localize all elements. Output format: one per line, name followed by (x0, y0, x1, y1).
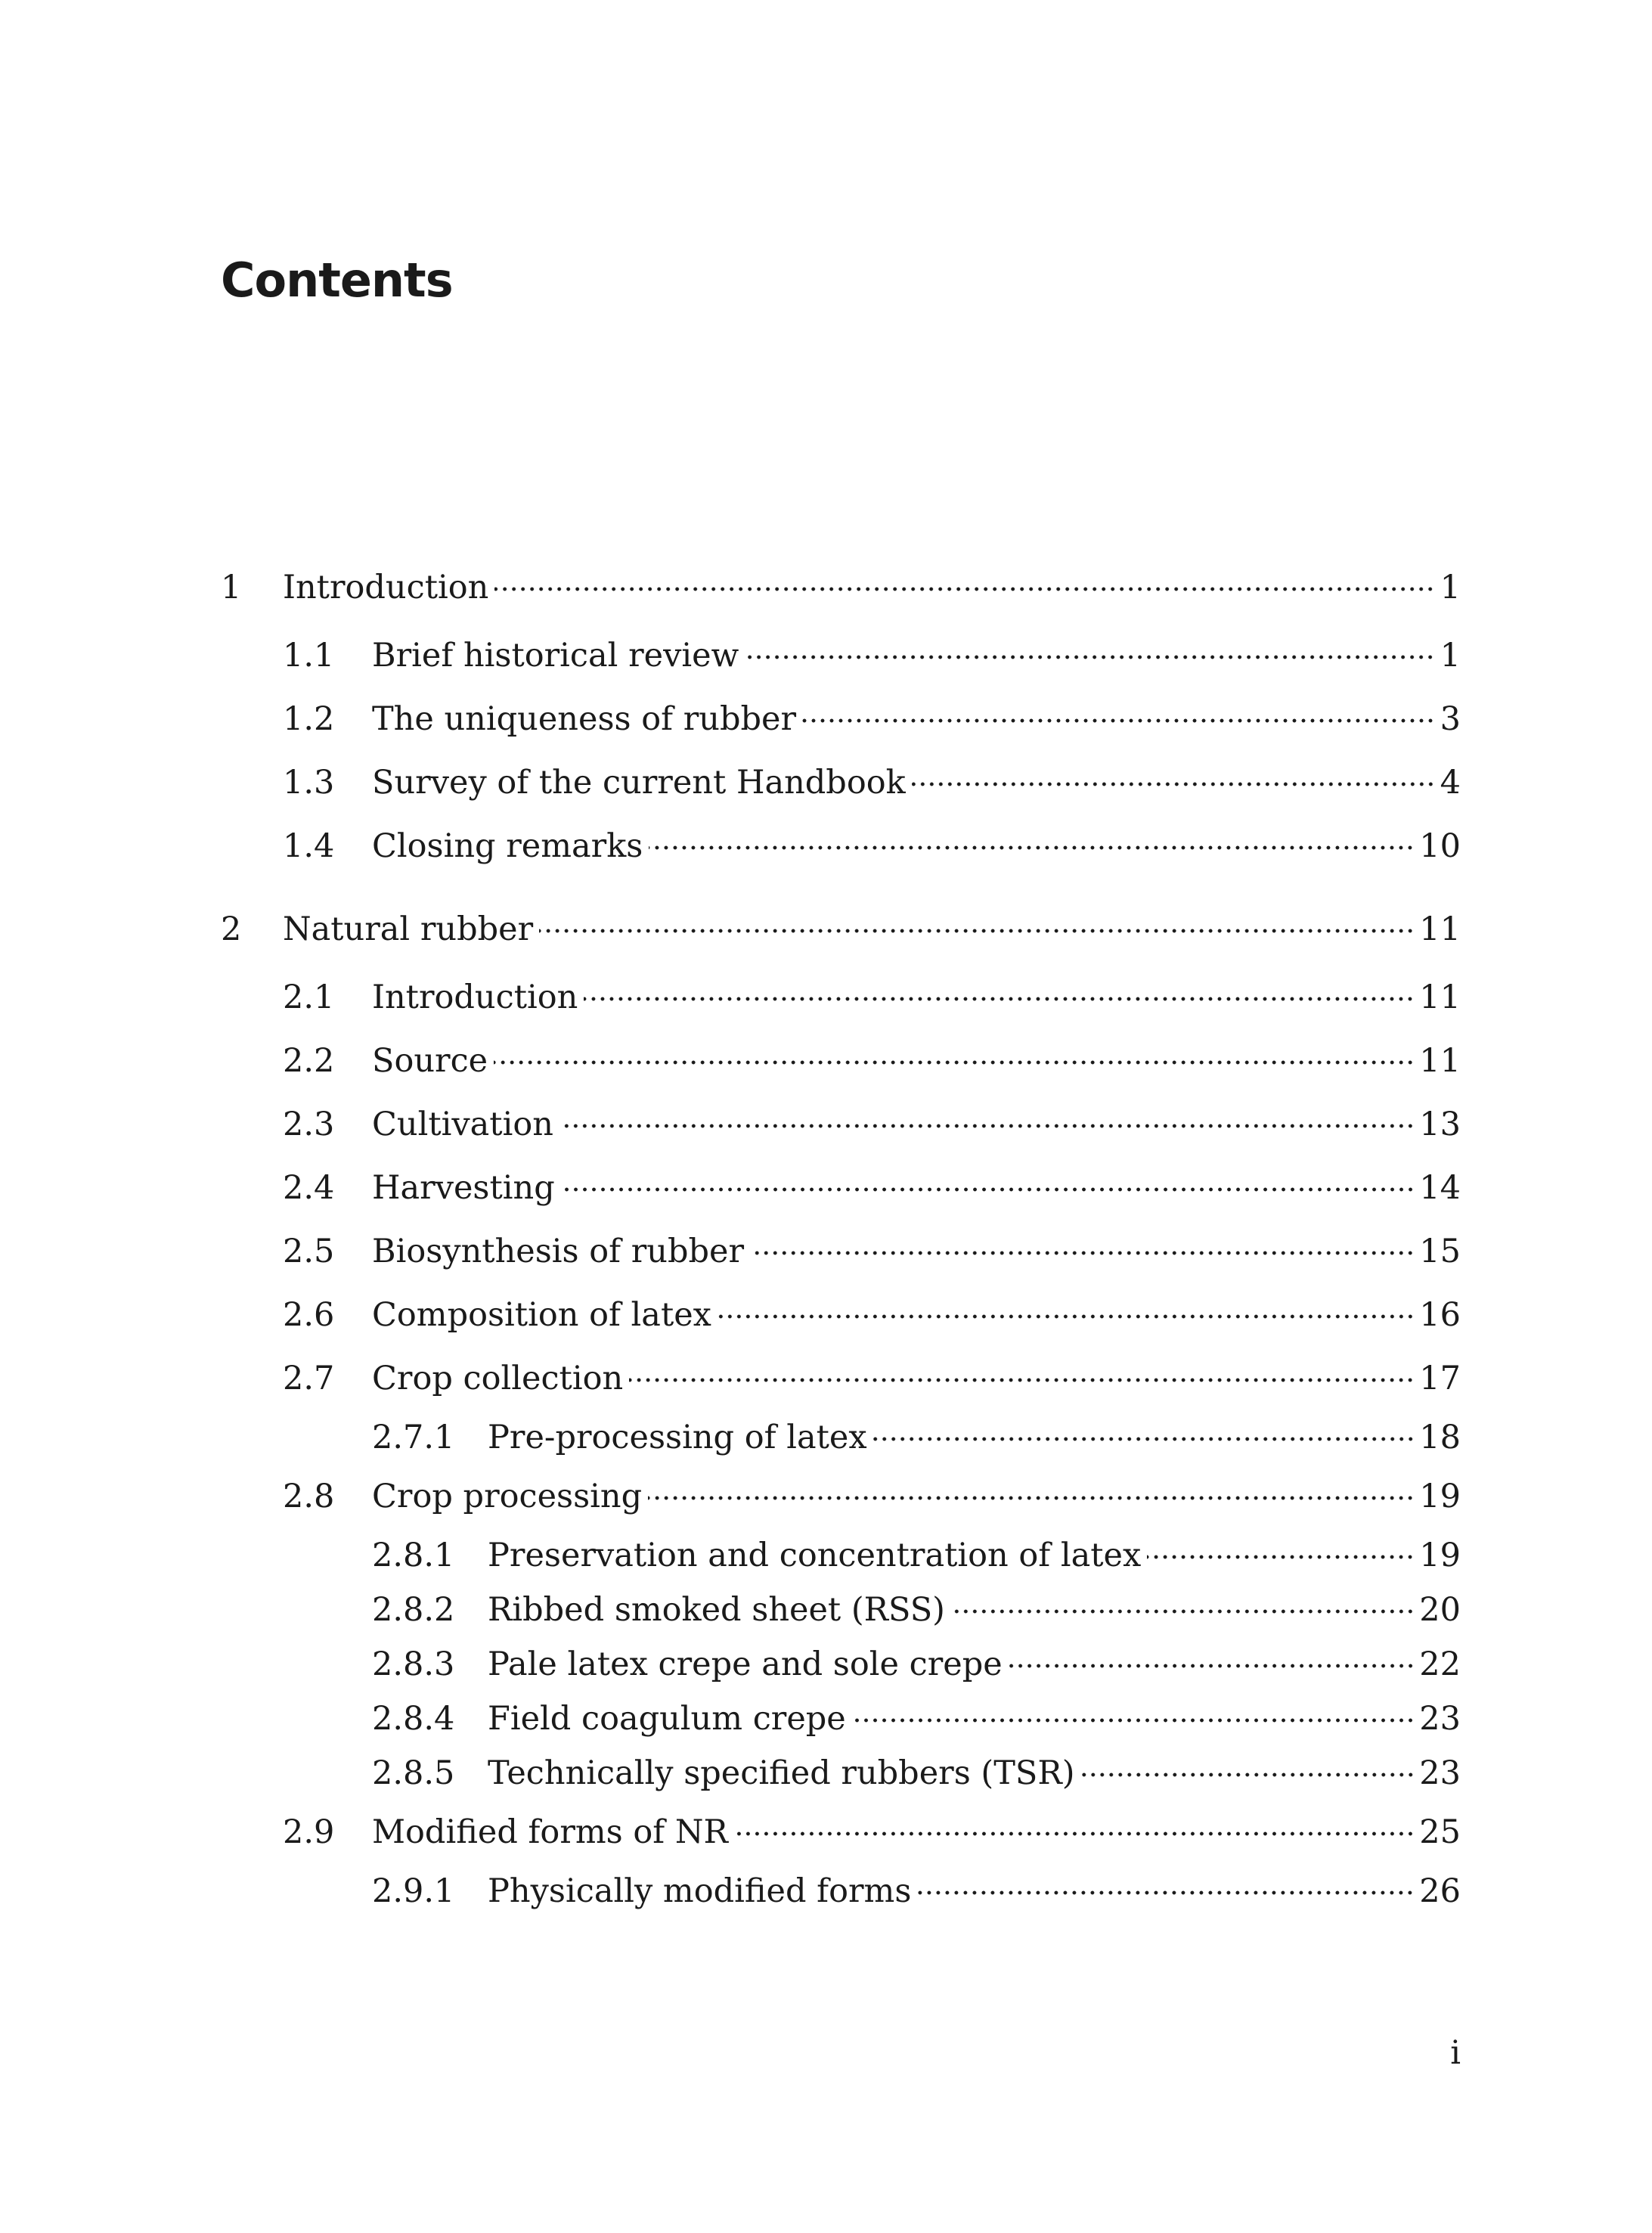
toc-entry-number: 2.7 (283, 1360, 335, 1397)
dot-leader (561, 1179, 1415, 1194)
dot-leader (750, 1242, 1415, 1258)
toc-entry-page: 11 (1419, 978, 1461, 1016)
toc-entry-title: Introduction (372, 978, 578, 1016)
dot-leader (745, 647, 1435, 662)
toc-entry-number: 2.2 (283, 1042, 335, 1080)
toc-entry-title: Brief historical review (372, 637, 739, 675)
toc-entry-title: Physically modified forms (488, 1872, 912, 1910)
toc-entry-number: 2.4 (283, 1169, 335, 1207)
toc-entry-page: 15 (1419, 1233, 1461, 1270)
toc-entry-title: Crop collection (372, 1360, 624, 1397)
toc-entry-page: 19 (1419, 1478, 1461, 1515)
toc-section-entry[interactable] (221, 1347, 1461, 1410)
dot-leader (648, 1487, 1415, 1503)
toc-section-entry[interactable] (221, 814, 1461, 878)
toc-entry-page: 20 (1419, 1591, 1461, 1629)
toc-entry-page: 23 (1419, 1754, 1461, 1792)
toc-section-entry[interactable] (221, 687, 1461, 751)
toc-entry-number: 2.1 (283, 978, 335, 1016)
dot-leader (584, 988, 1415, 1003)
toc-entry-page: 26 (1419, 1872, 1461, 1910)
page-title: Contents (221, 253, 453, 308)
table-of-contents (221, 556, 1461, 1918)
dot-leader (539, 920, 1415, 935)
toc-entry-number: 1.2 (283, 700, 335, 738)
toc-entry-title: Survey of the current Handbook (372, 764, 906, 802)
toc-section-entry[interactable] (221, 1465, 1461, 1528)
toc-subsection-entry[interactable] (221, 1583, 1461, 1637)
toc-entry-page: 16 (1419, 1296, 1461, 1334)
toc-entry-page: 14 (1419, 1169, 1461, 1207)
toc-entry-number: 1.3 (283, 764, 335, 802)
toc-entry-title: Crop processing (372, 1478, 643, 1515)
toc-entry-page: 1 (1440, 569, 1461, 606)
toc-entry-title: Ribbed smoked sheet (RSS) (488, 1591, 945, 1629)
toc-entry-page: 23 (1419, 1700, 1461, 1738)
toc-entry-page: 19 (1419, 1537, 1461, 1574)
toc-entry-page: 18 (1419, 1419, 1461, 1456)
dot-leader (734, 1823, 1415, 1838)
toc-chapter-entry[interactable] (221, 898, 1461, 961)
dot-leader (802, 710, 1435, 725)
toc-subsection-entry[interactable] (221, 1692, 1461, 1746)
dot-leader (629, 1369, 1415, 1385)
toc-section-entry[interactable] (221, 751, 1461, 814)
toc-entry-number: 2.9 (283, 1813, 335, 1851)
toc-entry-title: Preservation and concentration of latex (488, 1537, 1142, 1574)
dot-leader (1147, 1546, 1415, 1562)
toc-entry-page: 11 (1419, 910, 1461, 948)
toc-subsection-entry[interactable] (221, 1410, 1461, 1465)
page-number: i (1450, 2034, 1461, 2072)
toc-entry-page: 10 (1419, 827, 1461, 865)
toc-subsection-entry[interactable] (221, 1864, 1461, 1918)
toc-entry-number: 2.8.3 (372, 1645, 455, 1683)
toc-entry-title: Introduction (283, 569, 489, 606)
toc-entry-page: 1 (1440, 637, 1461, 675)
toc-entry-title: Source (372, 1042, 488, 1080)
toc-chapter-entry[interactable] (221, 556, 1461, 619)
toc-section-entry[interactable] (221, 624, 1461, 687)
toc-entry-number: 1.1 (283, 637, 335, 675)
toc-section-entry[interactable] (221, 1800, 1461, 1864)
toc-entry-title: Biosynthesis of rubber (372, 1233, 745, 1270)
toc-entry-page: 3 (1440, 700, 1461, 738)
dot-leader (718, 1306, 1415, 1321)
toc-entry-number: 2 (221, 910, 242, 948)
toc-section-entry[interactable] (221, 966, 1461, 1029)
toc-section-entry[interactable] (221, 1029, 1461, 1093)
toc-section-entry[interactable] (221, 1093, 1461, 1156)
dot-leader (559, 1115, 1415, 1130)
toc-section-entry[interactable] (221, 1156, 1461, 1220)
toc-subsection-entry[interactable] (221, 1746, 1461, 1800)
toc-entry-title: Composition of latex (372, 1296, 711, 1334)
toc-entry-title: Field coagulum crepe (488, 1700, 846, 1738)
toc-entry-title: Pre-processing of latex (488, 1419, 867, 1456)
toc-entry-number: 1 (221, 569, 242, 606)
toc-entry-number: 2.8 (283, 1478, 335, 1515)
toc-entry-page: 13 (1419, 1106, 1461, 1143)
toc-entry-number: 2.5 (283, 1233, 335, 1270)
toc-entry-title: The uniqueness of rubber (372, 700, 797, 738)
toc-entry-page: 25 (1419, 1813, 1461, 1851)
toc-section-entry[interactable] (221, 1220, 1461, 1283)
dot-leader (494, 578, 1435, 594)
dot-leader (649, 837, 1415, 852)
toc-entry-number: 1.4 (283, 827, 335, 865)
toc-entry-number: 2.9.1 (372, 1872, 455, 1910)
toc-section-entry[interactable] (221, 1283, 1461, 1347)
toc-subsection-entry[interactable] (221, 1637, 1461, 1692)
toc-entry-page: 17 (1419, 1360, 1461, 1397)
toc-subsection-entry[interactable] (221, 1528, 1461, 1583)
dot-leader (1009, 1655, 1415, 1670)
toc-entry-page: 22 (1419, 1645, 1461, 1683)
dot-leader (912, 774, 1435, 789)
dot-leader (873, 1428, 1415, 1444)
toc-entry-title: Closing remarks (372, 827, 643, 865)
toc-entry-number: 2.6 (283, 1296, 335, 1334)
toc-entry-page: 11 (1419, 1042, 1461, 1080)
toc-entry-title: Cultivation (372, 1106, 553, 1143)
toc-entry-number: 2.8.5 (372, 1754, 455, 1792)
toc-entry-number: 2.8.4 (372, 1700, 455, 1738)
dot-leader (494, 1052, 1415, 1067)
toc-entry-title: Harvesting (372, 1169, 555, 1207)
toc-entry-number: 2.7.1 (372, 1419, 455, 1456)
toc-entry-title: Pale latex crepe and sole crepe (488, 1645, 1003, 1683)
dot-leader (917, 1882, 1415, 1897)
toc-entry-number: 2.8.1 (372, 1537, 455, 1574)
toc-entry-number: 2.8.2 (372, 1591, 455, 1629)
toc-entry-title: Natural rubber (283, 910, 534, 948)
dot-leader (951, 1601, 1415, 1616)
toc-entry-page: 4 (1440, 764, 1461, 802)
toc-entry-title: Modified forms of NR (372, 1813, 728, 1851)
toc-entry-title: Technically specified rubbers (TSR) (488, 1754, 1075, 1792)
dot-leader (1081, 1764, 1415, 1779)
dot-leader (852, 1710, 1415, 1725)
toc-entry-number: 2.3 (283, 1106, 335, 1143)
